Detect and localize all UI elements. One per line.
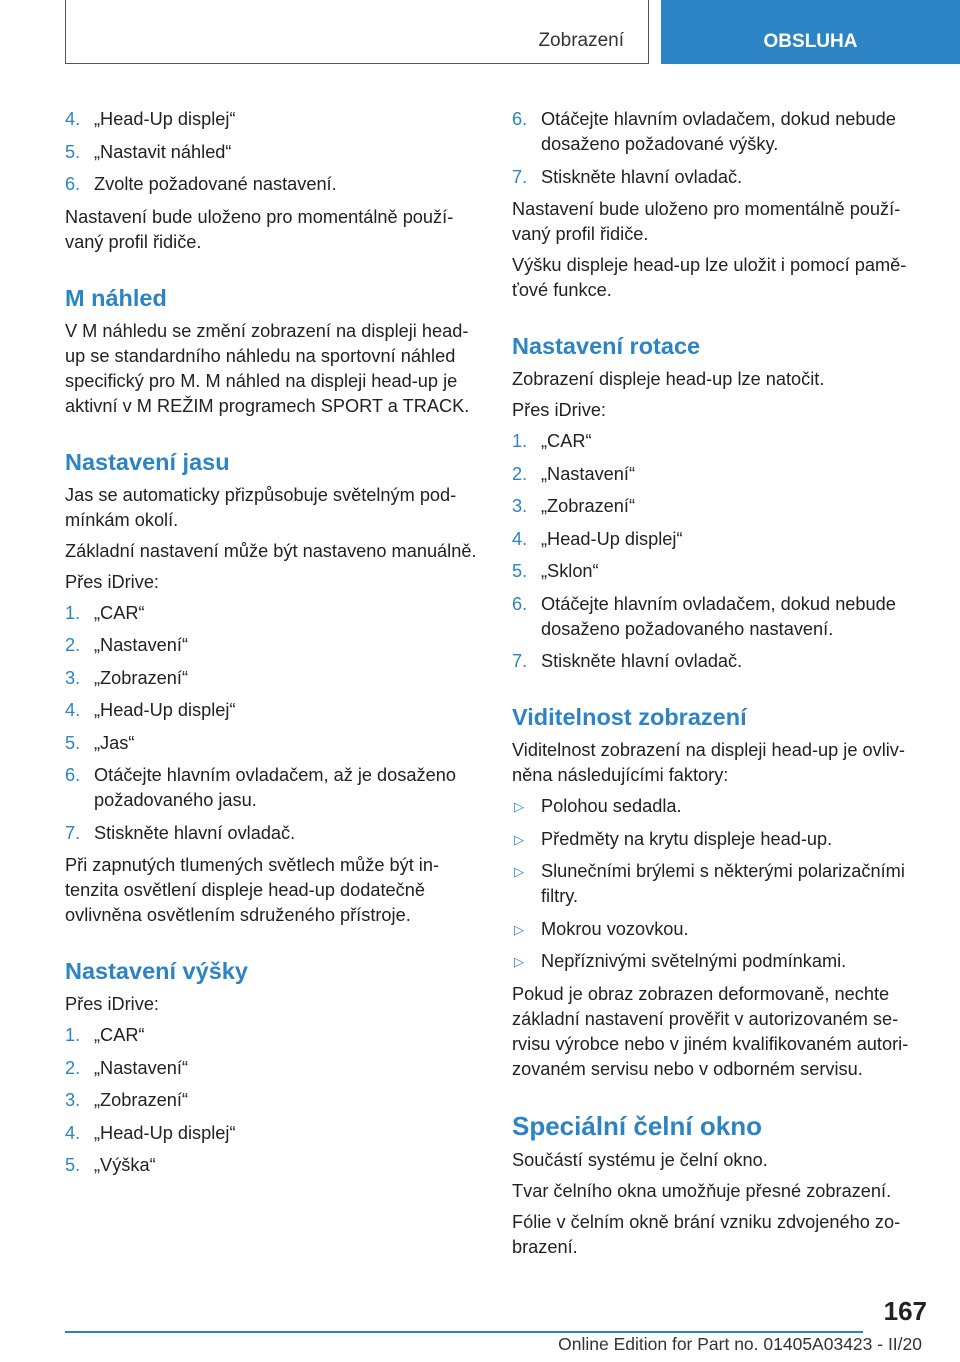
s1-steps: [65, 107, 479, 197]
paragraph: Viditelnost zobrazení na displeji head-up je ovlivněna následujícími faktory:: [512, 740, 905, 785]
list-item: [65, 1121, 479, 1146]
step-number: 4.: [65, 109, 81, 129]
step-text: „Nastavení“: [94, 1057, 189, 1078]
viditelnost-factors: [512, 794, 926, 974]
list-item: [512, 559, 926, 584]
list-item: [65, 172, 479, 197]
list-item: [512, 107, 926, 157]
bullet-text: Předměty na krytu displeje head-up.: [541, 828, 833, 849]
right-column: [512, 103, 926, 1266]
step-number: 7.: [65, 822, 81, 843]
step-number: 3.: [65, 667, 81, 688]
triangle-bullet-icon: ▷: [514, 954, 524, 969]
step-number: 1.: [512, 431, 528, 451]
paragraph: Nastavení bude uloženo pro momentálně používaný profil řidiče.: [65, 206, 454, 252]
bullet-text: Slunečními brýlemi s některými polarizačními filtry.: [541, 861, 905, 906]
header-section-box: [65, 0, 649, 64]
footer-divider: [65, 1331, 863, 1333]
heading-specialni-celni-okno: Speciální čelní okno: [512, 1110, 762, 1141]
step-number: 5.: [65, 732, 81, 753]
heading-nastaveni-rotace: Nastavení rotace: [512, 333, 701, 359]
step-text: „Zobrazení“: [94, 1090, 189, 1110]
bullet-text: Polohou sedadla.: [541, 796, 682, 816]
step-text: „Jas“: [94, 732, 135, 753]
step-number: 7.: [512, 166, 528, 187]
step-text: Stiskněte hlavní ovladač.: [94, 822, 296, 843]
paragraph: Výšku displeje head-up lze uložit i pomocí paměťové funkce.: [512, 255, 907, 300]
heading-m-nahled: M náhled: [65, 284, 167, 311]
paragraph: Součástí systému je čelní okno.: [512, 1149, 768, 1170]
step-text: „Head-Up displej“: [94, 1122, 236, 1143]
step-text: „Nastavení“: [541, 463, 636, 484]
step-number: 4.: [512, 528, 528, 549]
list-item: [65, 698, 479, 723]
paragraph: Pokud je obraz zobrazen deformovaně, nechte základní nastavení prověřit v autorizovaném servisu výrobce nebo v jiném kvalifikovaném autorizovaném servisu nebo v odborném servisu.: [512, 983, 909, 1079]
list-item: [512, 949, 926, 974]
step-number: 6.: [512, 593, 528, 614]
list-item: [65, 1023, 479, 1048]
step-text: „Nastavit náhled“: [94, 141, 232, 162]
step-text: „Head-Up displej“: [94, 109, 236, 129]
paragraph: Přes iDrive:: [65, 994, 159, 1014]
header-chapter-tab: OBSLUHA: [661, 0, 960, 64]
step-number: 5.: [65, 1155, 81, 1175]
step-text: „Zobrazení“: [541, 496, 636, 516]
list-item: [65, 1088, 479, 1113]
bullet-text: Nepříznivými světelnými podmínkami.: [541, 951, 847, 971]
step-number: 2.: [65, 1057, 81, 1078]
step-number: 3.: [512, 496, 528, 516]
paragraph: Zobrazení displeje head-up lze natočit.: [512, 369, 825, 389]
triangle-bullet-icon: ▷: [514, 864, 524, 879]
step-text: Otáčejte hlavním ovladačem, až je dosaženo požadovaného jasu.: [94, 765, 456, 810]
step-number: 4.: [65, 1122, 81, 1143]
step-text: „Zobrazení“: [94, 667, 189, 688]
list-item: [512, 494, 926, 519]
paragraph: Základní nastavení může být nastaveno manuálně.: [65, 540, 477, 561]
paragraph: Nastavení bude uloženo pro momentálně používaný profil řidiče.: [512, 199, 901, 244]
list-item: [512, 165, 926, 190]
step-text: Otáčejte hlavním ovladačem, dokud nebude dosaženo požadovaného nastavení.: [541, 593, 896, 639]
list-item: [512, 592, 926, 642]
step-number: 6.: [65, 765, 81, 785]
list-item: [512, 649, 926, 674]
step-number: 6.: [65, 174, 81, 194]
step-number: 4.: [65, 700, 81, 720]
step-text: „Nastavení“: [94, 635, 189, 655]
header-section-title: Zobrazení: [538, 30, 624, 51]
step-number: 1.: [65, 1025, 81, 1045]
paragraph: Tvar čelního okna umožňuje přesné zobrazení.: [512, 1180, 892, 1201]
rotace-steps: [512, 429, 926, 674]
bullet-text: Mokrou vozovkou.: [541, 918, 689, 939]
page-number: 167: [883, 1296, 927, 1326]
heading-nastaveni-jasu: Nastavení jasu: [65, 448, 230, 475]
step-text: „CAR“: [94, 602, 145, 623]
list-item: [65, 1153, 479, 1178]
step-text: Stiskněte hlavní ovladač.: [541, 651, 743, 671]
heading-viditelnost-zobrazeni: Viditelnost zobrazení: [512, 704, 747, 730]
step-text: „CAR“: [541, 431, 592, 451]
step-text: „Sklon“: [541, 561, 599, 581]
vyska-steps: [65, 1023, 479, 1178]
list-item: [512, 794, 926, 819]
list-item: [65, 763, 479, 813]
list-item: [512, 859, 926, 909]
paragraph: Jas se automaticky přizpůsobuje světelným podmínkám okolí.: [65, 484, 457, 530]
paragraph: Přes iDrive:: [65, 571, 159, 592]
step-number: 7.: [512, 651, 528, 671]
step-number: 6.: [512, 109, 528, 129]
list-item: [65, 140, 479, 165]
step-number: 5.: [65, 141, 81, 162]
step-number: 2.: [512, 463, 528, 484]
step-number: 3.: [65, 1090, 81, 1110]
step-number: 2.: [65, 635, 81, 655]
list-item: [512, 462, 926, 487]
left-column: [65, 103, 479, 1186]
step-text: „CAR“: [94, 1025, 145, 1045]
paragraph: Při zapnutých tlumených světlech může být intenzita osvětlení displeje head-up dodatečně ovlivněna osvětlením sdruženého přístroje.: [65, 855, 440, 925]
step-text: „Výška“: [94, 1155, 156, 1175]
list-item: [65, 601, 479, 626]
step-text: Stiskněte hlavní ovladač.: [541, 166, 743, 187]
list-item: [65, 666, 479, 691]
list-item: [65, 107, 479, 132]
list-item: [65, 821, 479, 846]
paragraph: Fólie v čelním okně brání vzniku zdvojeného zobrazení.: [512, 1211, 901, 1257]
jas-steps: [65, 601, 479, 846]
heading-nastaveni-vysky: Nastavení výšky: [65, 958, 248, 984]
step-text: „Head-Up displej“: [94, 700, 236, 720]
vyska-steps-continued: [512, 107, 926, 190]
triangle-bullet-icon: ▷: [514, 831, 524, 847]
paragraph: V M náhledu se změní zobrazení na displeji head-up se standardního náhledu na sportovní náhled specifický pro M. M náhled na displeji head-up je aktivní v M REŽIM programech SPORT a TRACK.: [65, 320, 470, 416]
step-number: 5.: [512, 561, 528, 581]
triangle-bullet-icon: ▷: [514, 921, 524, 937]
list-item: [65, 1056, 479, 1081]
list-item: [512, 827, 926, 852]
paragraph: Přes iDrive:: [512, 400, 606, 420]
step-text: Otáčejte hlavním ovladačem, dokud nebude dosaženo požadované výšky.: [541, 109, 896, 154]
triangle-bullet-icon: ▷: [514, 799, 524, 814]
list-item: [512, 527, 926, 552]
step-text: „Head-Up displej“: [541, 528, 683, 549]
footer-edition-text: Online Edition for Part no. 01405A03423 - II/20: [558, 1334, 922, 1354]
list-item: [65, 633, 479, 658]
list-item: [65, 731, 479, 756]
step-number: 1.: [65, 602, 81, 623]
step-text: Zvolte požadované nastavení.: [94, 174, 337, 194]
list-item: [512, 429, 926, 454]
list-item: [512, 917, 926, 942]
